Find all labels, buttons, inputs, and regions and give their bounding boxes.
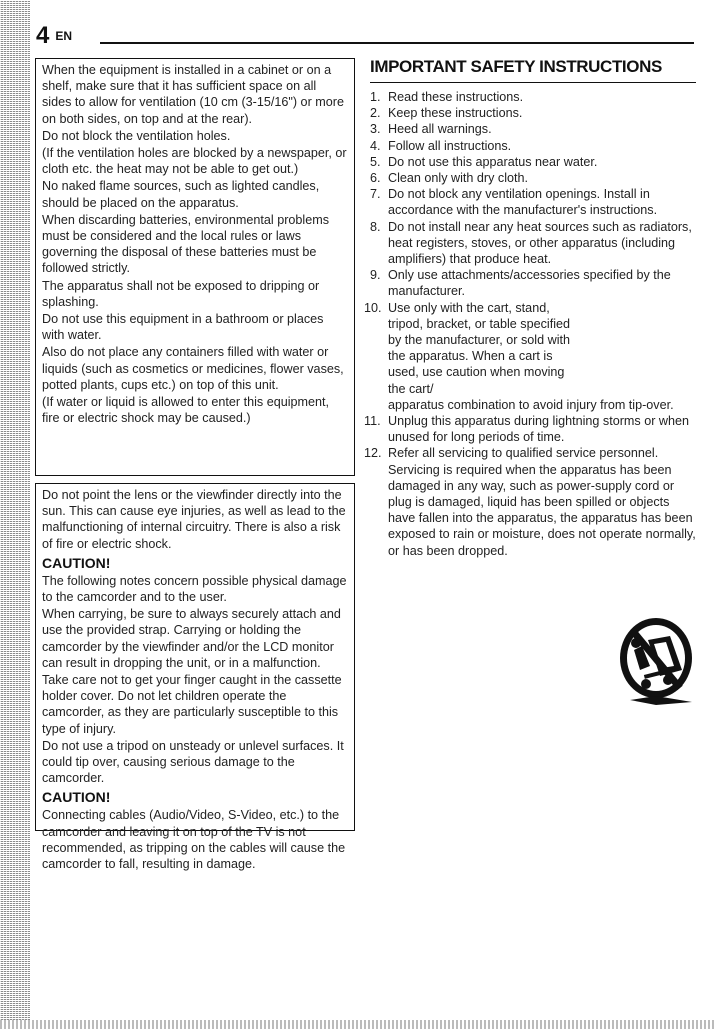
scan-edge-strip [0, 0, 30, 1029]
ventilation-notice-box [35, 58, 355, 476]
section-heading: IMPORTANT SAFETY INSTRUCTIONS [370, 56, 696, 83]
caution-notice-box [35, 483, 355, 872]
box2-para: The following notes concern possible physical damage to the camcorder and to the user. [42, 573, 347, 605]
box1-para: Do not use this equipment in a bathroom or places with water. [42, 312, 324, 343]
cable-warning: Connecting cables (Audio/Video, S-Video, etc.) to the camcorder and leaving it on top of the TV is not recommended, as tripping on the cables will cause the camcorder to fall, resulting in damage. [42, 808, 346, 872]
caution-heading: CAUTION! [42, 789, 111, 806]
header-rule [100, 42, 694, 44]
scan-bottom-strip [0, 1020, 715, 1029]
language-label: EN [55, 29, 73, 43]
box1-para: The apparatus shall not be exposed to dripping or splashing. [42, 278, 320, 309]
list-item: 11. Unplug this apparatus during lightning storms or when unused for long periods of time. [364, 414, 690, 445]
list-item: 5. Do not use this apparatus near water. [370, 154, 598, 169]
box1-para: (If water or liquid is allowed to enter this equipment, fire or electric shock may be caused.) [42, 395, 329, 426]
list-item: 7. Do not block any ventilation openings. Install in accordance with the manufacturer's instructions. [370, 187, 658, 218]
caution-heading: CAUTION! [42, 554, 111, 571]
list-item: 12. Refer all servicing to qualified service personnel. Servicing is required when the apparatus has been damaged in any way, such as power-supply cord or plug is damaged, liquid has been spilled or objects have fallen into the apparatus, the apparatus has been exposed to rain or moisture, does not operate normally, or has been dropped. [364, 446, 696, 558]
box1-para: (If the ventilation holes are blocked by a newspaper, or cloth etc. the heat may not be able to get out.) [42, 146, 347, 177]
list-item: 2. Keep these instructions. [370, 106, 523, 121]
list-item: 9. Only use attachments/accessories specified by the manufacturer. [370, 268, 671, 299]
list-item: 3. Heed all warnings. [370, 122, 492, 137]
box1-para: When discarding batteries, environmental problems must be considered and the local rules or laws governing the disposal of these batteries must be followed strictly. [42, 212, 329, 276]
box2-para: Do not use a tripod on unsteady or unlevel surfaces. It could tip over, causing serious damage to the camcorder. [42, 738, 344, 786]
box1-para: When the equipment is installed in a cabinet or on a shelf, make sure that it has sufficient space on all sides to allow for ventilation (10 cm (3-15/16") or more on both sides, on top and at the rear). [42, 63, 344, 126]
box1-para: Do not block the ventilation holes. [42, 128, 231, 143]
page-number: 4 EN [36, 22, 73, 49]
instruction-list [364, 89, 696, 559]
sun-warning: Do not point the lens or the viewfinder directly into the sun. This can cause eye injuries, as well as lead to the malfunctioning of internal circuitry. There is also a risk of fire or electric shock. [42, 488, 346, 551]
list-item: 10. Use only with the cart, stand, tripod, bracket, or table specified by the manufacturer, or sold with the apparatus. When a cart is used, use caution when moving the cart/ apparatus combination to avoid injury from tip-over. [364, 300, 674, 412]
box2-para: Take care not to get your finger caught in the cassette holder cover. Do not let children operate the camcorder, as they are particularly susceptible to this type of injury. [42, 673, 342, 736]
list-item: 6. Clean only with dry cloth. [370, 171, 528, 186]
list-item: 4. Follow all instructions. [370, 138, 512, 153]
box1-para: No naked flame sources, such as lighted candles, should be placed on the apparatus. [42, 179, 320, 210]
list-item: 8. Do not install near any heat sources such as radiators, heat registers, stoves, or other apparatus (including amplifiers) that produce heat. [370, 219, 692, 267]
list-item: 1. Read these instructions. [370, 90, 524, 104]
cart-tip-over-warning-icon [610, 610, 705, 710]
box2-para: When carrying, be sure to always securely attach and use the provided strap. Carrying or holding the camcorder by the viewfinder and/or the LCD monitor can result in dropping the unit, or in a malfunction. [42, 607, 341, 670]
box1-para: Also do not place any containers filled with water or liquids (such as cosmetics or medicines, flower vases, potted plants, cups etc.) on top of this unit. [42, 345, 344, 392]
safety-instructions [364, 56, 696, 559]
